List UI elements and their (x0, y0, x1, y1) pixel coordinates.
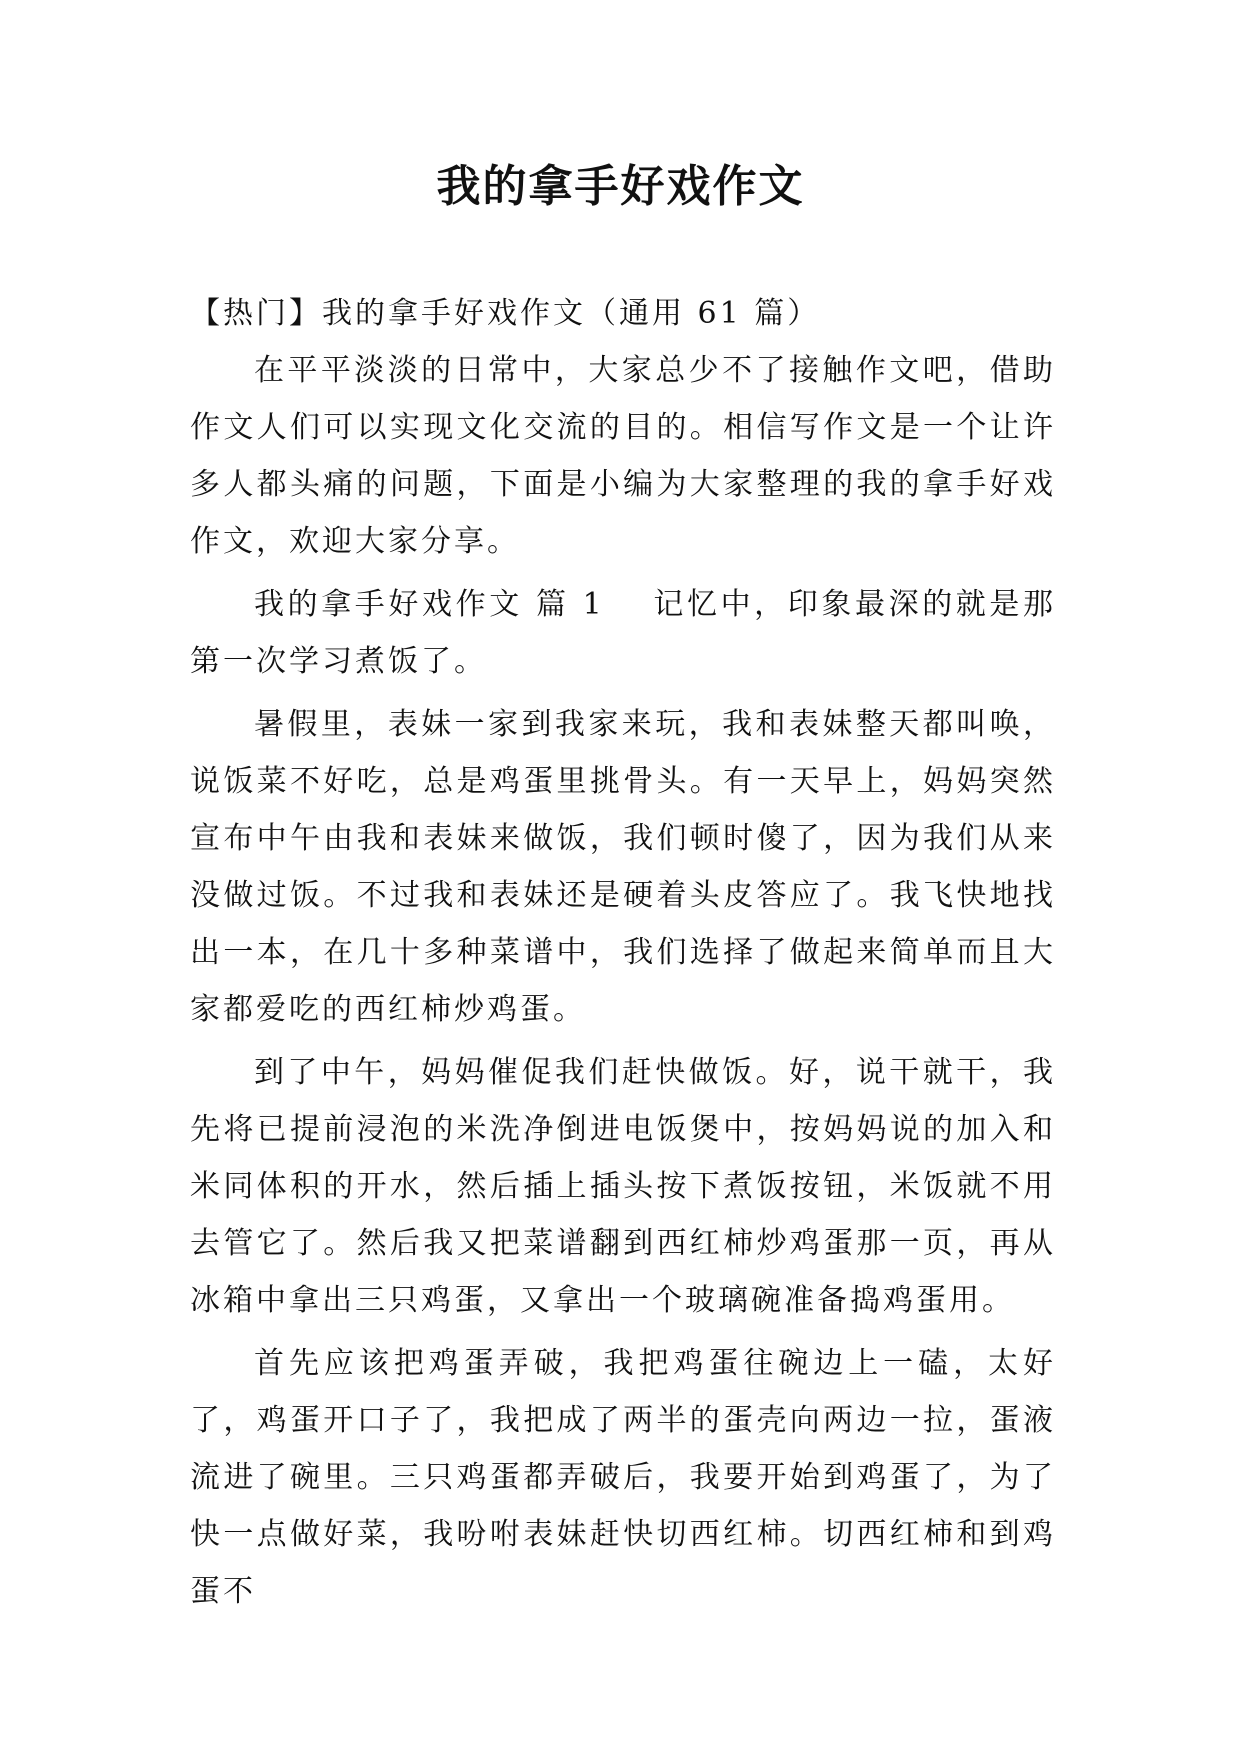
section-heading: 我的拿手好戏作文 篇 1 (254, 587, 605, 622)
section-1-first-text: 记忆中，印象最深的就是那第一次学习煮饭了。 (190, 587, 1056, 679)
document-body (190, 285, 1056, 1620)
body-paragraph: 首先应该把鸡蛋弄破，我把鸡蛋往碗边上一磕，太好了，鸡蛋开口子了，我把成了两半的蛋壳向两边一拉，蛋液流进了碗里。三只鸡蛋都弄破后，我要开始到鸡蛋了，为了快一点做好菜，我吩咐表妹赶快切西红柿。切西红柿和到鸡蛋不 (190, 1346, 1056, 1609)
section-1-paragraph (190, 576, 1056, 690)
document-title: 我的拿手好戏作文 (436, 161, 805, 212)
body-paragraph: 暑假里，表妹一家到我家来玩，我和表妹整天都叫唤，说饭菜不好吃，总是鸡蛋里挑骨头。有一天早上，妈妈突然宣布中午由我和表妹来做饭，我们顿时傻了，因为我们从来没做过饭。不过我和表妹还是硬着头皮答应了。我飞快地找出一本，在几十多种菜谱中，我们选择了做起来简单而且大家都爱吃的西红柿炒鸡蛋。 (190, 707, 1056, 1027)
body-paragraph: 到了中午，妈妈催促我们赶快做饭。好，说干就干，我先将已提前浸泡的米洗净倒进电饭煲中，按妈妈说的加入和米同体积的开水，然后插上插头按下煮饭按钮，米饭就不用去管它了。然后我又把菜谱翻到西红柿炒鸡蛋那一页，再从冰箱中拿出三只鸡蛋，又拿出一个玻璃碗准备捣鸡蛋用。 (190, 1055, 1056, 1318)
intro-paragraph: 在平平淡淡的日常中，大家总少不了接触作文吧，借助作文人们可以实现文化交流的目的。相信写作文是一个让许多人都头痛的问题，下面是小编为大家整理的我的拿手好戏作文，欢迎大家分享。 (190, 353, 1056, 559)
document-subtitle: 【热门】我的拿手好戏作文（通用 61 篇） (190, 296, 821, 331)
